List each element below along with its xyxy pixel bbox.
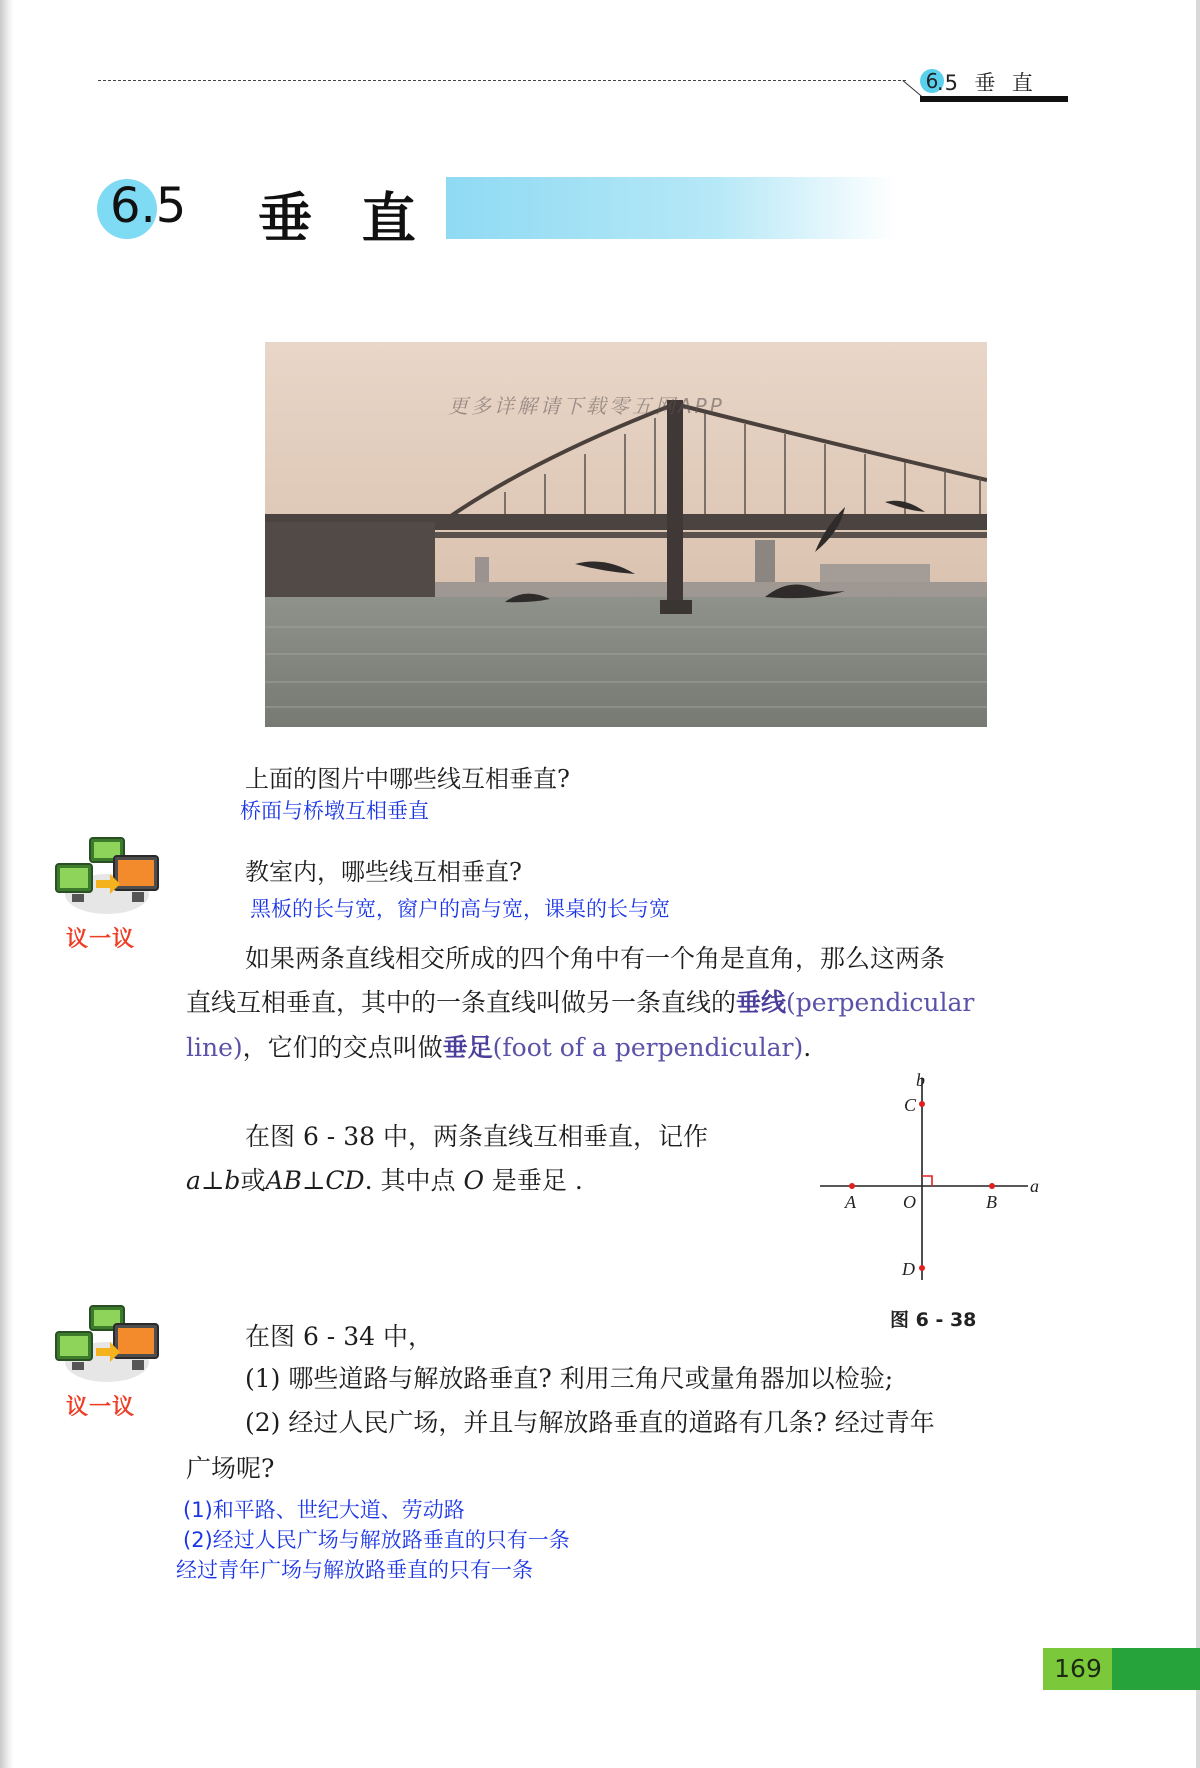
running-header <box>920 66 1068 100</box>
question-2: 教室内，哪些线互相垂直? <box>245 858 522 886</box>
figure-caption: 图 6 - 38 <box>890 1309 977 1331</box>
answer-3-3: 经过青年广场与解放路垂直的只有一条 <box>176 1558 533 1582</box>
header-section-title: .5 垂 直 <box>937 71 1034 95</box>
question-3-item-1: (1) 哪些道路与解放路垂直? 利用三角尺或量角器加以检验; <box>245 1364 894 1393</box>
svg-text:A: A <box>845 1192 856 1212</box>
answer-1: 桥面与桥墩互相垂直 <box>240 799 429 823</box>
svg-text:a: a <box>1030 1176 1039 1196</box>
term-foot-of-perpendicular: 垂足 <box>442 1033 493 1062</box>
svg-text:O: O <box>903 1192 916 1212</box>
answer-2: 黑板的长与宽，窗户的高与宽，课桌的长与宽 <box>250 897 670 921</box>
svg-text:C: C <box>904 1095 917 1115</box>
discuss-label: 议一议 <box>66 1395 136 1420</box>
definition-line-1: 如果两条直线相交所成的四个角中有一个角是直角，那么这两条 <box>245 944 946 973</box>
question-3-intro: 在图 6 - 34 中， <box>245 1322 433 1351</box>
svg-text:B: B <box>986 1192 997 1212</box>
page-edge <box>0 0 14 1768</box>
notation-line-1: 在图 6 - 38 中，两条直线互相垂直，记作 <box>245 1122 708 1151</box>
header-section-num: 6 <box>920 69 944 93</box>
watermark: 更多详解请下载零五网APP <box>448 394 725 418</box>
question-3-item-2: (2) 经过人民广场，并且与解放路垂直的道路有几条? 经过青年 <box>245 1408 935 1437</box>
figure-6-38 <box>812 1068 1052 1283</box>
answer-3-2: (2)经过人民广场与解放路垂直的只有一条 <box>183 1528 570 1552</box>
page-number: 169 <box>1054 1654 1102 1683</box>
term-perpendicular-line: 垂线 <box>736 988 787 1017</box>
discuss-icon <box>52 832 162 952</box>
definition-line-2: 直线互相垂直，其中的一条直线叫做另一条直线的垂线(perpendicular <box>186 988 975 1017</box>
discuss-label: 议一议 <box>66 927 136 952</box>
svg-text:D: D <box>902 1259 915 1279</box>
discuss-icon <box>52 1300 162 1420</box>
question-3-item-2-cont: 广场呢? <box>186 1454 275 1483</box>
header-bar <box>920 96 1068 102</box>
definition-line-3: line)，它们的交点叫做垂足(foot of a perpendicular). <box>186 1033 812 1062</box>
page-edge-right <box>1196 0 1200 1768</box>
svg-text:b: b <box>916 1070 925 1090</box>
header-rule <box>98 80 906 81</box>
section-title: 垂 直 <box>258 187 420 250</box>
section-title-band <box>446 177 896 239</box>
section-number: 6.5 <box>110 178 187 234</box>
question-1: 上面的图片中哪些线互相垂直? <box>245 765 570 793</box>
notation-line-2: a⊥b或AB⊥CD. 其中点 O 是垂足 . <box>186 1166 583 1195</box>
answer-3-1: (1)和平路、世纪大道、劳动路 <box>183 1498 465 1522</box>
